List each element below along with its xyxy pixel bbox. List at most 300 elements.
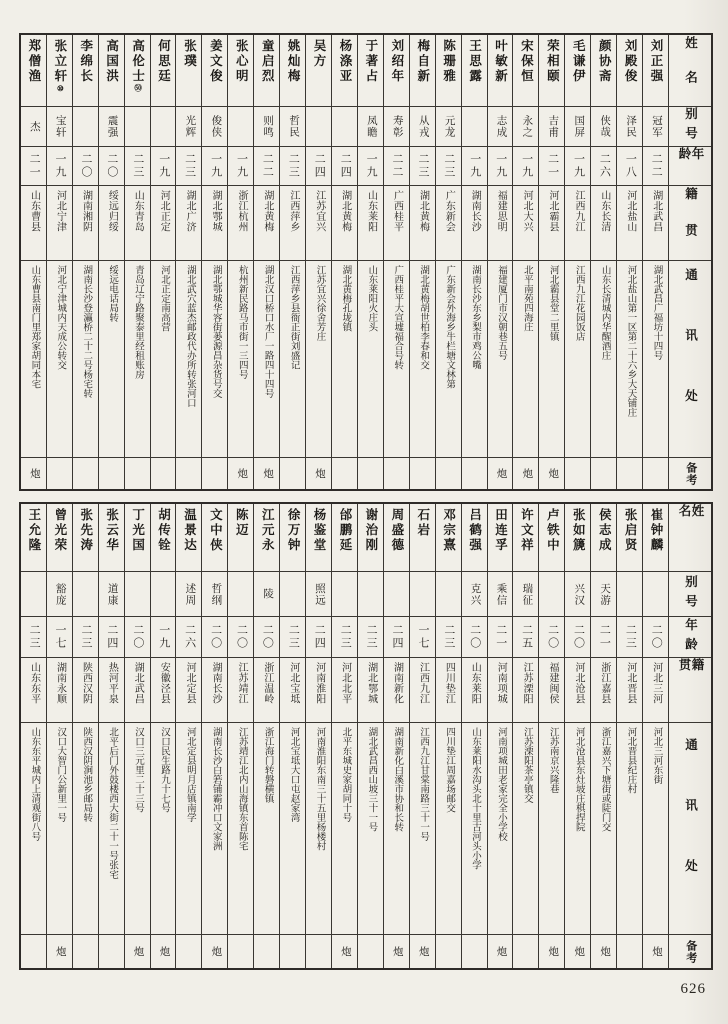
- age-cell: [47, 147, 72, 186]
- alias-cell: [125, 572, 150, 617]
- age-cell: [47, 617, 72, 658]
- name-cell: [332, 504, 357, 572]
- header-address: 通讯处: [669, 261, 711, 458]
- age-cell: [151, 617, 176, 658]
- native-place-cell: [643, 658, 668, 723]
- name-cell: [306, 504, 331, 572]
- person-name: 郑僧渔: [26, 39, 41, 84]
- person-alias: 志成: [495, 115, 507, 138]
- header-native-place: 籍贯: [669, 186, 711, 261]
- address-cell: [436, 723, 461, 935]
- address-cell: [73, 723, 98, 935]
- alias-cell: [384, 572, 409, 617]
- person-column: [564, 35, 590, 489]
- alias-cell: [47, 107, 72, 147]
- remark-cell: [47, 458, 72, 489]
- person-address: 山东莱阳火庄头: [366, 265, 377, 332]
- person-age: 二一: [494, 624, 507, 650]
- name-cell: [176, 504, 201, 572]
- person-name: 田连孚: [493, 508, 508, 553]
- person-alias: 陵: [262, 588, 274, 600]
- remark-cell: [591, 458, 616, 489]
- native-place-cell: [280, 658, 305, 723]
- name-cell: [565, 504, 590, 572]
- remark-cell: [306, 935, 331, 968]
- person-alias: 冠军: [650, 115, 662, 138]
- person-name: 荣相颐: [545, 39, 560, 84]
- person-column: [487, 35, 513, 489]
- person-name: 侯志成: [597, 508, 612, 553]
- remark-cell: [254, 458, 279, 489]
- person-remark: 炮: [547, 946, 559, 957]
- native-place-cell: [384, 186, 409, 261]
- alias-cell: [21, 572, 46, 617]
- person-native-place: 江西九江: [417, 662, 429, 704]
- person-address: 江西九江甘棠南路三十一号: [418, 727, 429, 841]
- person-column: [590, 504, 616, 968]
- person-native-place: 山东莱阳: [469, 662, 481, 704]
- native-place-cell: [280, 186, 305, 261]
- person-age: 二一: [28, 153, 41, 179]
- person-alias: 豁庞: [54, 582, 66, 606]
- remark-cell: [384, 458, 409, 489]
- native-place-cell: [176, 658, 201, 723]
- age-cell: [228, 147, 253, 186]
- person-column: [409, 35, 435, 489]
- person-column: [512, 35, 538, 489]
- person-native-place: 福建闽侯: [547, 662, 559, 704]
- person-remark: 炮: [339, 946, 351, 957]
- person-column: [72, 504, 98, 968]
- name-cell: [332, 35, 357, 107]
- alias-cell: [358, 107, 383, 147]
- remark-cell: [565, 935, 590, 968]
- native-place-cell: [73, 658, 98, 723]
- address-cell: [539, 723, 564, 935]
- person-alias: 瑞征: [521, 582, 533, 606]
- age-cell: [384, 617, 409, 658]
- name-cell: [539, 35, 564, 107]
- address-cell: [151, 723, 176, 935]
- address-cell: [591, 723, 616, 935]
- person-native-place: 浙江杭州: [235, 190, 247, 232]
- top-table: [19, 33, 713, 491]
- alias-cell: [513, 572, 538, 617]
- address-cell: [488, 723, 513, 935]
- person-native-place: 河北定县: [184, 662, 196, 704]
- name-cell: [513, 35, 538, 107]
- person-name: 崔钟麟: [649, 508, 664, 553]
- address-cell: [73, 261, 98, 458]
- native-place-cell: [254, 658, 279, 723]
- person-native-place: 湖南长沙: [210, 662, 222, 704]
- native-place-cell: [99, 186, 124, 261]
- person-column: [227, 504, 253, 968]
- alias-cell: [47, 572, 72, 617]
- remark-cell: [99, 458, 124, 489]
- person-name: 叶敏新: [493, 39, 508, 84]
- header-name: 姓名: [669, 35, 711, 107]
- person-age: 二一: [546, 153, 559, 179]
- person-name: 杨涤亚: [337, 39, 352, 84]
- person-column: [253, 504, 279, 968]
- person-age: 二六: [598, 153, 611, 179]
- alias-cell: [591, 107, 616, 147]
- person-address: 陕西汉阴涧池乡邮局转: [81, 727, 92, 822]
- address-cell: [643, 261, 668, 458]
- alias-cell: [280, 107, 305, 147]
- person-address: 北平东城史家胡同十号: [340, 727, 351, 822]
- native-place-cell: [436, 658, 461, 723]
- person-age: 一九: [157, 624, 170, 650]
- native-place-cell: [332, 658, 357, 723]
- person-native-place: 浙江温岭: [261, 662, 273, 704]
- person-column: [124, 504, 150, 968]
- address-cell: [254, 723, 279, 935]
- person-remark: 炮: [521, 468, 533, 479]
- age-cell: [21, 617, 46, 658]
- alias-cell: [410, 107, 435, 147]
- alias-cell: [151, 572, 176, 617]
- person-address: 湖北鄂城华容街蒌源昌杂货号交: [210, 265, 221, 398]
- person-address: 山东东平城内上清观街八号: [29, 727, 40, 841]
- person-age: 二〇: [131, 624, 144, 650]
- remark-cell: [617, 458, 642, 489]
- native-place-cell: [202, 186, 227, 261]
- native-place-cell: [410, 658, 435, 723]
- header-column: [668, 504, 711, 968]
- person-alias: 永之: [521, 115, 533, 138]
- address-cell: [617, 261, 642, 458]
- age-cell: [358, 147, 383, 186]
- person-alias: 哲纲: [210, 582, 222, 606]
- native-place-cell: [21, 658, 46, 723]
- person-alias: 宝轩: [54, 115, 66, 138]
- person-address: 河南淮阳东南三十五里杨楼村: [314, 727, 325, 851]
- age-cell: [280, 147, 305, 186]
- person-name: 王思露: [467, 39, 482, 84]
- address-cell: [202, 723, 227, 935]
- alias-cell: [565, 107, 590, 147]
- person-native-place: 江苏宜兴: [313, 190, 325, 232]
- native-place-cell: [436, 186, 461, 261]
- remark-cell: [436, 935, 461, 968]
- remark-cell: [73, 458, 98, 489]
- address-cell: [617, 723, 642, 935]
- name-cell: [47, 504, 72, 572]
- alias-cell: [436, 107, 461, 147]
- name-cell: [488, 35, 513, 107]
- person-alias: 乘信: [495, 582, 507, 606]
- person-native-place: 江苏溧阳: [521, 662, 533, 704]
- alias-cell: [73, 572, 98, 617]
- alias-cell: [254, 107, 279, 147]
- address-cell: [384, 723, 409, 935]
- person-age: 一九: [209, 153, 222, 179]
- person-remark: 炮: [599, 946, 611, 957]
- address-cell: [125, 723, 150, 935]
- person-name: 王允隆: [26, 508, 41, 553]
- person-column: [538, 504, 564, 968]
- person-address: 河北定县明月店镇南学: [184, 727, 195, 822]
- person-remark: 炮: [132, 946, 144, 957]
- remark-cell: [462, 458, 487, 489]
- person-alias: 兴汉: [573, 582, 585, 606]
- person-column: [590, 35, 616, 489]
- person-native-place: 福建思明: [495, 190, 507, 232]
- native-place-cell: [151, 186, 176, 261]
- person-alias: 从戎: [417, 115, 429, 138]
- person-address: 浙江海门转磐横镇: [262, 727, 273, 803]
- age-cell: [21, 147, 46, 186]
- bottom-table: [19, 502, 713, 970]
- age-cell: [151, 147, 176, 186]
- alias-cell: [462, 107, 487, 147]
- person-age: 二〇: [546, 624, 559, 650]
- native-place-cell: [565, 658, 590, 723]
- remark-cell: [643, 458, 668, 489]
- person-alias: 光辉: [184, 115, 196, 138]
- header-name: 姓名: [669, 504, 711, 572]
- age-cell: [488, 147, 513, 186]
- person-native-place: 河南淮阳: [313, 662, 325, 704]
- age-cell: [176, 617, 201, 658]
- person-name: 陈迈: [234, 508, 249, 538]
- person-age: 二三: [131, 153, 144, 179]
- age-cell: [73, 617, 98, 658]
- person-name: 丁光国: [130, 508, 145, 553]
- person-native-place: 江西九江: [572, 190, 584, 232]
- person-age: 二四: [391, 624, 404, 650]
- age-cell: [617, 617, 642, 658]
- alias-cell: [151, 107, 176, 147]
- person-alias: 杰: [28, 120, 40, 133]
- person-age: 一九: [365, 153, 378, 179]
- address-cell: [21, 723, 46, 935]
- person-native-place: 湖南新化: [391, 662, 403, 704]
- name-cell: [151, 504, 176, 572]
- remark-cell: [384, 935, 409, 968]
- age-cell: [591, 617, 616, 658]
- person-native-place: 湖北武昌: [650, 190, 662, 232]
- person-name: 张先涛: [78, 508, 93, 553]
- address-cell: [488, 261, 513, 458]
- age-cell: [254, 147, 279, 186]
- native-place-cell: [358, 658, 383, 723]
- alias-cell: [643, 572, 668, 617]
- person-column: [357, 504, 383, 968]
- footnote-mark: ㊿: [133, 84, 143, 92]
- native-place-cell: [125, 658, 150, 723]
- native-place-cell: [228, 186, 253, 261]
- person-native-place: 绥远归绥: [106, 190, 118, 232]
- remark-cell: [410, 458, 435, 489]
- name-cell: [176, 35, 201, 107]
- name-cell: [436, 504, 461, 572]
- name-cell: [254, 504, 279, 572]
- native-place-cell: [617, 186, 642, 261]
- remark-cell: [436, 458, 461, 489]
- remark-cell: [643, 935, 668, 968]
- person-name: 于著占: [363, 39, 378, 84]
- person-age: 一八: [624, 153, 637, 179]
- remark-cell: [202, 458, 227, 489]
- name-cell: [306, 35, 331, 107]
- person-age: 二二: [391, 153, 404, 179]
- name-cell: [254, 35, 279, 107]
- address-cell: [280, 723, 305, 935]
- age-cell: [332, 617, 357, 658]
- header-age: 年龄: [669, 147, 711, 186]
- name-cell: [565, 35, 590, 107]
- person-address: 绥远电话局转: [107, 265, 118, 322]
- person-address: 河北晋县纪庄村: [625, 727, 636, 794]
- person-age: 一九: [468, 153, 481, 179]
- address-cell: [306, 261, 331, 458]
- person-address: 山东长清城内华醒酒庄: [599, 265, 610, 360]
- person-column: [616, 35, 642, 489]
- person-column: [409, 504, 435, 968]
- person-alias: 震强: [106, 115, 118, 138]
- age-cell: [591, 147, 616, 186]
- remark-cell: [176, 458, 201, 489]
- age-cell: [306, 147, 331, 186]
- address-cell: [591, 261, 616, 458]
- native-place-cell: [358, 186, 383, 261]
- address-cell: [176, 261, 201, 458]
- native-place-cell: [21, 186, 46, 261]
- person-address: 江苏溧阳茶亭镇交: [521, 727, 532, 803]
- person-address: 江苏南京兴隆巷: [547, 727, 558, 794]
- native-place-cell: [513, 658, 538, 723]
- age-cell: [488, 617, 513, 658]
- address-cell: [436, 261, 461, 458]
- name-cell: [643, 504, 668, 572]
- person-age: 二三: [339, 624, 352, 650]
- age-cell: [125, 617, 150, 658]
- native-place-cell: [99, 658, 124, 723]
- person-name: 谢治刚: [363, 508, 378, 553]
- person-native-place: 河北正定: [158, 190, 170, 232]
- person-column: [383, 504, 409, 968]
- native-place-cell: [539, 186, 564, 261]
- header-native-place: 籍贯: [669, 658, 711, 723]
- person-address: 四川垫江周嘉场邮交: [444, 727, 455, 813]
- person-remark: 炮: [391, 946, 403, 957]
- alias-cell: [591, 572, 616, 617]
- person-native-place: 湖南湘阴: [80, 190, 92, 232]
- name-cell: [410, 504, 435, 572]
- person-age: 二〇: [105, 153, 118, 179]
- person-name: 吕鹤强: [467, 508, 482, 553]
- age-cell: [410, 617, 435, 658]
- address-cell: [254, 261, 279, 458]
- name-cell: [228, 35, 253, 107]
- person-alias: 克兴: [469, 582, 481, 606]
- person-column: [227, 35, 253, 489]
- age-cell: [539, 617, 564, 658]
- alias-cell: [280, 572, 305, 617]
- person-remark: 炮: [210, 946, 222, 957]
- alias-cell: [176, 107, 201, 147]
- remark-cell: [176, 935, 201, 968]
- age-cell: [202, 147, 227, 186]
- person-address: 江西萍乡县衙正街刘盛记: [288, 265, 299, 370]
- person-age: 二〇: [572, 624, 585, 650]
- native-place-cell: [228, 658, 253, 723]
- alias-cell: [228, 572, 253, 617]
- remark-cell: [280, 458, 305, 489]
- person-address: 湖北黄梅孔垅镇: [340, 265, 351, 332]
- address-cell: [306, 723, 331, 935]
- person-name: 毛谦伊: [571, 39, 586, 84]
- remark-cell: [254, 935, 279, 968]
- person-column: [201, 504, 227, 968]
- person-column: [305, 35, 331, 489]
- person-age: 二一: [598, 624, 611, 650]
- name-cell: [384, 35, 409, 107]
- age-cell: [99, 147, 124, 186]
- person-age: 二〇: [235, 624, 248, 650]
- person-address: 广西桂平大宣墟福合号转: [392, 265, 403, 370]
- person-name: 张璞: [182, 39, 197, 69]
- person-name: 胡传铨: [156, 508, 171, 553]
- alias-cell: [21, 107, 46, 147]
- remark-cell: [21, 935, 46, 968]
- person-address: 湖南长沙白箬铺霸冲口文家洲: [210, 727, 221, 851]
- person-name: 卢铁中: [545, 508, 560, 553]
- person-alias: 元龙: [443, 115, 455, 138]
- person-column: [279, 504, 305, 968]
- age-cell: [384, 147, 409, 186]
- person-native-place: 山东青岛: [132, 190, 144, 232]
- address-cell: [539, 261, 564, 458]
- person-column: [383, 35, 409, 489]
- person-age: 二〇: [261, 624, 274, 650]
- person-name: 姜文俊: [208, 39, 223, 84]
- alias-cell: [125, 107, 150, 147]
- person-age: 一九: [494, 153, 507, 179]
- name-cell: [488, 504, 513, 572]
- age-cell: [436, 147, 461, 186]
- person-native-place: 河南项城: [495, 662, 507, 704]
- person-age: 二四: [313, 624, 326, 650]
- person-native-place: 湖北黄梅: [417, 190, 429, 232]
- person-native-place: 安徽泾县: [158, 662, 170, 704]
- person-native-place: 湖南长沙: [469, 190, 481, 232]
- person-column: [150, 504, 176, 968]
- address-cell: [280, 261, 305, 458]
- person-remark: 炮: [417, 946, 429, 957]
- age-cell: [565, 147, 590, 186]
- person-native-place: 山东东平: [28, 662, 40, 704]
- alias-cell: [73, 107, 98, 147]
- age-cell: [125, 147, 150, 186]
- person-name: 陈珊雅: [441, 39, 456, 84]
- page-number: 626: [680, 981, 706, 997]
- person-column: [642, 504, 668, 968]
- native-place-cell: [513, 186, 538, 261]
- name-cell: [280, 504, 305, 572]
- person-column: [642, 35, 668, 489]
- native-place-cell: [410, 186, 435, 261]
- person-age: 二三: [183, 153, 196, 179]
- person-age: 二三: [416, 153, 429, 179]
- person-remark: 炮: [547, 468, 559, 479]
- name-cell: [73, 504, 98, 572]
- person-alias: 国屏: [573, 115, 585, 138]
- name-cell: [591, 504, 616, 572]
